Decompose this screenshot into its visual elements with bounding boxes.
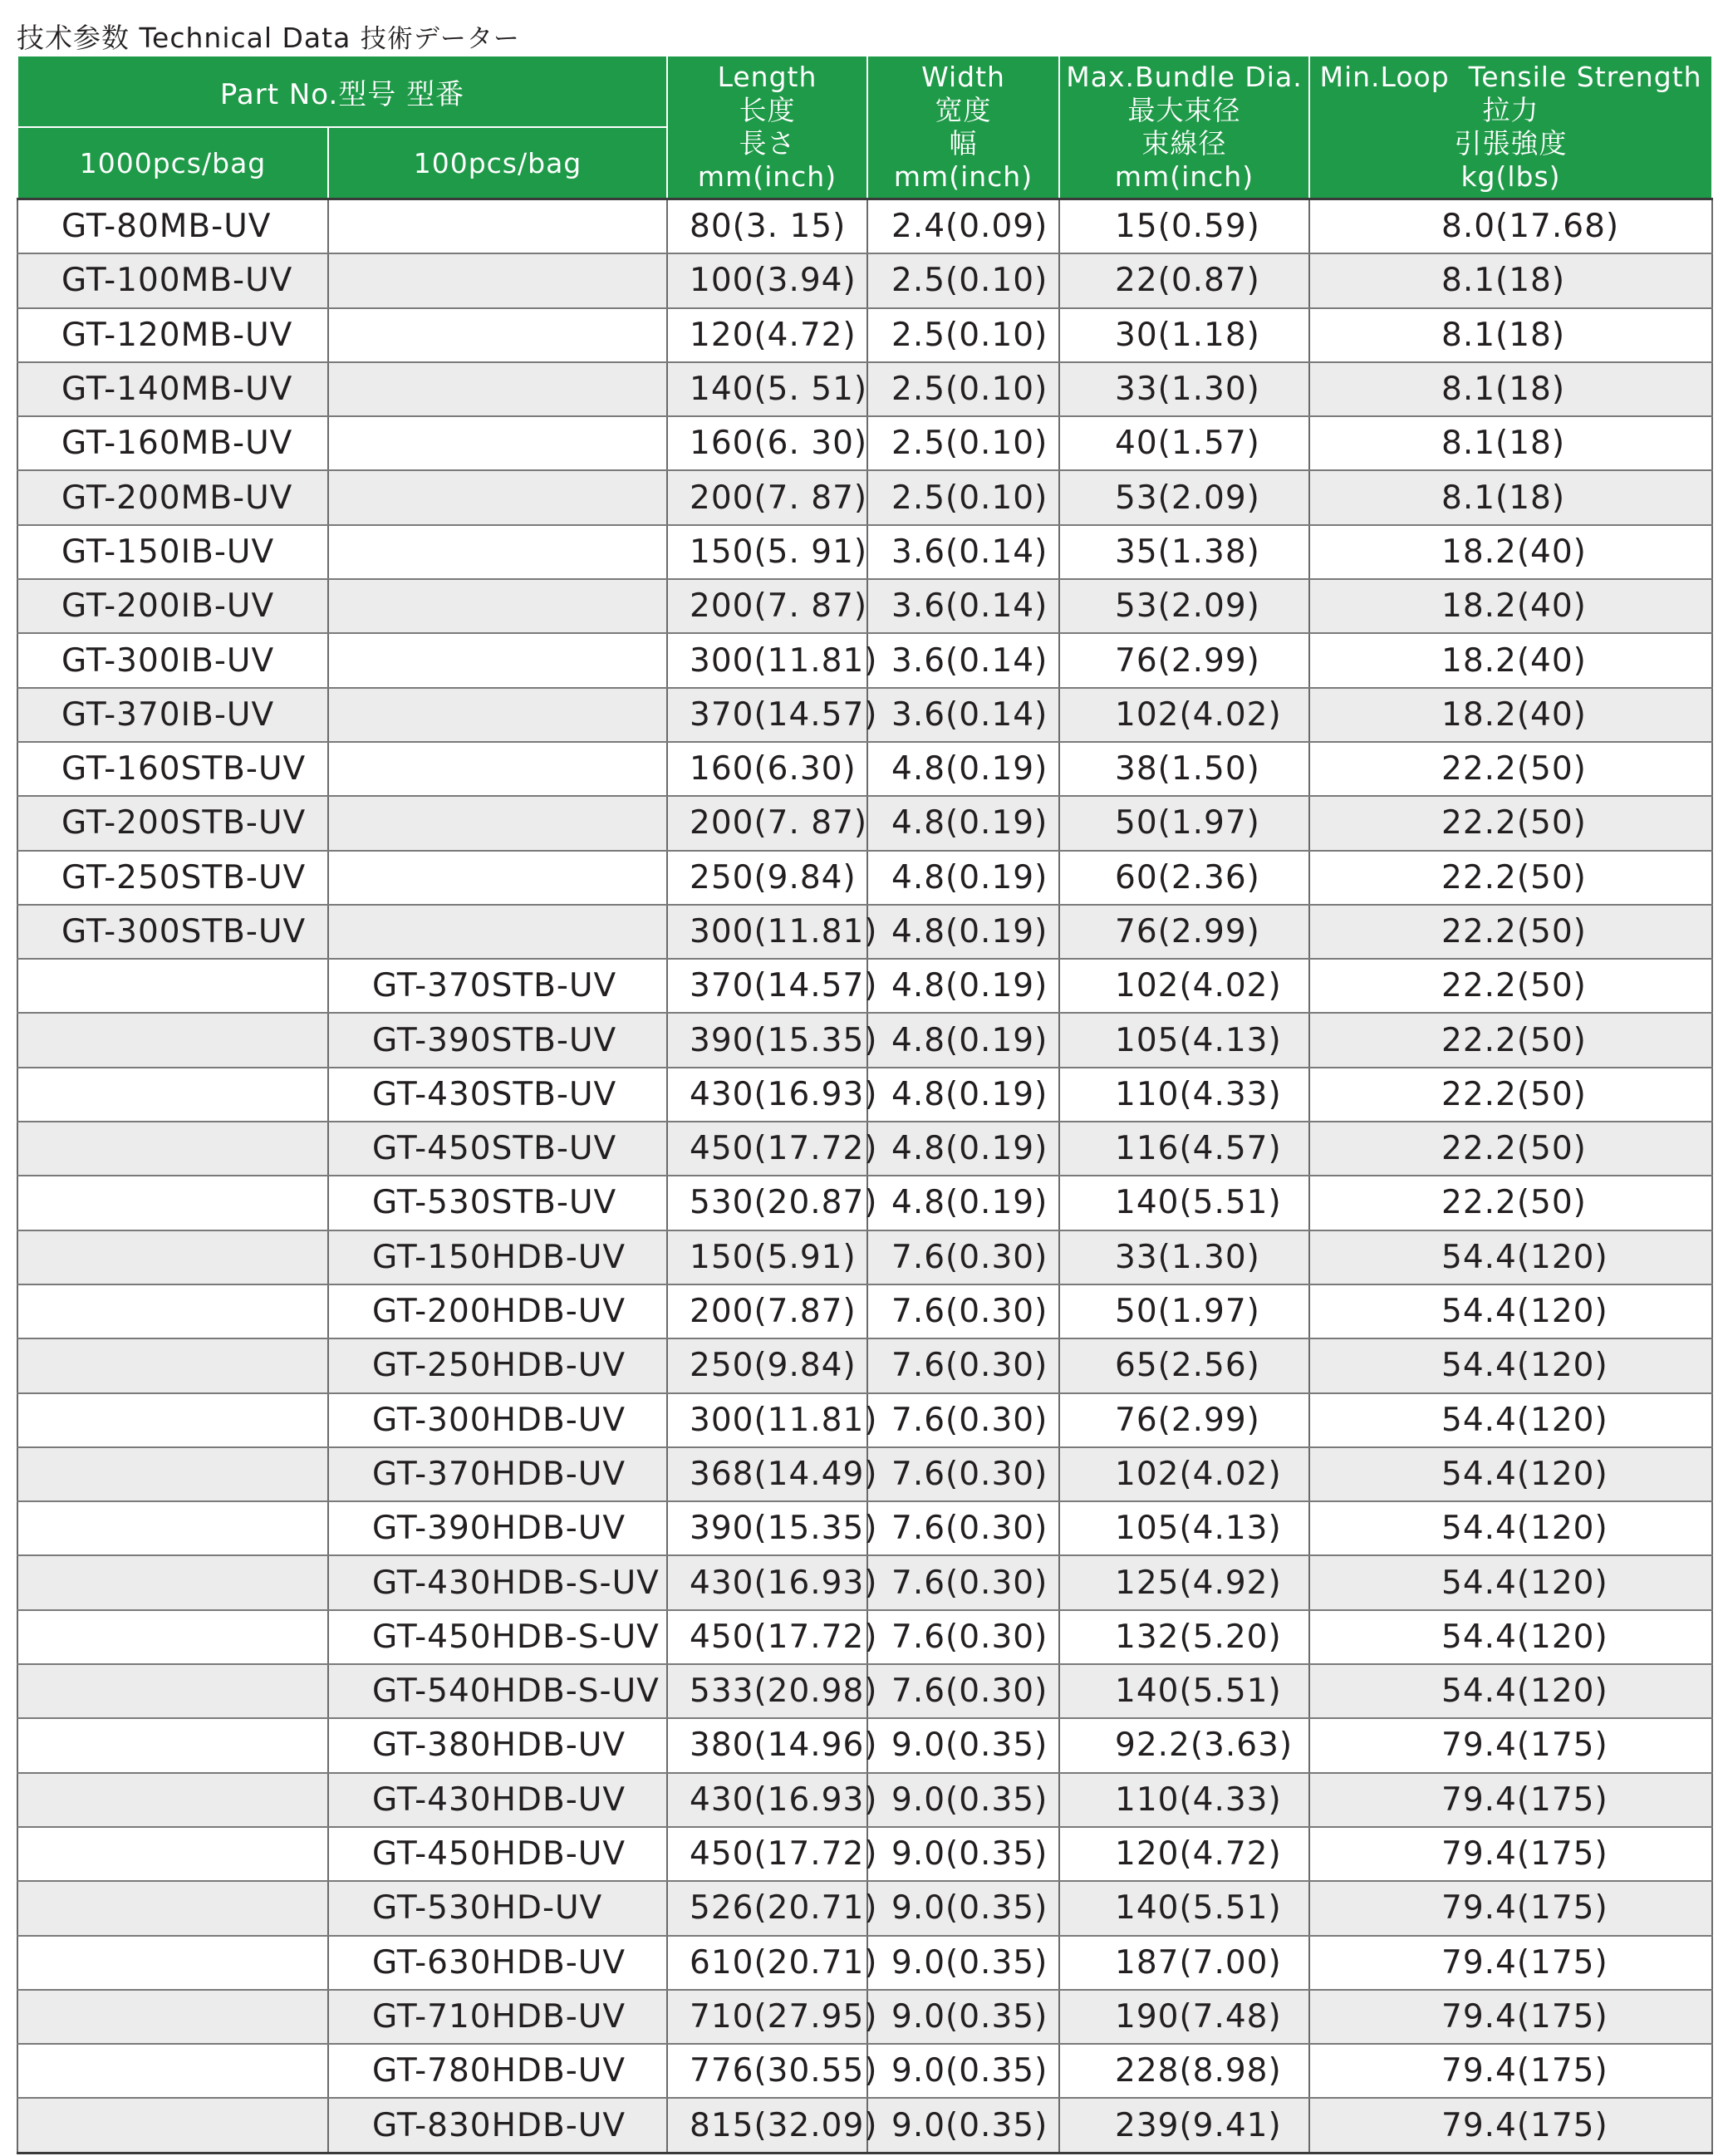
bundle-dia-cell: 239(9.41) xyxy=(1059,2098,1309,2153)
bundle-dia-cell: 102(4.02) xyxy=(1059,959,1309,1013)
width-cell: 4.8(0.19) xyxy=(867,1013,1059,1067)
tensile-cell: 22.2(50) xyxy=(1309,1176,1712,1230)
length-cell: 380(14.96) xyxy=(667,1718,867,1772)
part-no-100pcs: GT-450HDB-UV xyxy=(328,1827,667,1881)
bundle-dia-cell: 105(4.13) xyxy=(1059,1013,1309,1067)
tensile-cell: 79.4(175) xyxy=(1309,1827,1712,1881)
tensile-cell: 22.2(50) xyxy=(1309,959,1712,1013)
part-no-100pcs xyxy=(328,199,667,254)
part-no-1000pcs xyxy=(17,1230,328,1284)
bundle-dia-cell: 38(1.50) xyxy=(1059,742,1309,796)
part-no-100pcs: GT-390STB-UV xyxy=(328,1013,667,1067)
width-cell: 7.6(0.30) xyxy=(867,1555,1059,1609)
tensile-cell: 18.2(40) xyxy=(1309,579,1712,633)
part-no-100pcs: GT-530HD-UV xyxy=(328,1881,667,1935)
tensile-cell: 22.2(50) xyxy=(1309,1013,1712,1067)
header-width-unit: mm(inch) xyxy=(893,160,1033,193)
part-no-100pcs: GT-540HDB-S-UV xyxy=(328,1664,667,1718)
header-1000pcs-label: 1000pcs/bag xyxy=(79,146,267,179)
part-no-100pcs: GT-250HDB-UV xyxy=(328,1338,667,1392)
bundle-dia-cell: 65(2.56) xyxy=(1059,1338,1309,1392)
length-cell: 370(14.57) xyxy=(667,959,867,1013)
table-row xyxy=(17,1881,1712,1935)
tensile-cell: 79.4(175) xyxy=(1309,2044,1712,2098)
bundle-dia-cell: 76(2.99) xyxy=(1059,1393,1309,1447)
bundle-dia-cell: 132(5.20) xyxy=(1059,1610,1309,1664)
length-cell: 200(7.87) xyxy=(667,1284,867,1338)
part-no-100pcs: GT-390HDB-UV xyxy=(328,1501,667,1555)
table-row xyxy=(17,1284,1712,1338)
width-cell: 9.0(0.35) xyxy=(867,1773,1059,1827)
table-row xyxy=(17,1122,1712,1176)
bundle-dia-cell: 140(5.51) xyxy=(1059,1664,1309,1718)
length-cell: 200(7. 87) xyxy=(667,579,867,633)
length-cell: 160(6.30) xyxy=(667,742,867,796)
table-header xyxy=(17,56,1712,199)
part-no-1000pcs: GT-160MB-UV xyxy=(17,416,328,470)
bundle-dia-cell: 33(1.30) xyxy=(1059,362,1309,416)
part-no-1000pcs: GT-300STB-UV xyxy=(17,905,328,959)
length-cell: 450(17.72) xyxy=(667,1827,867,1881)
tensile-cell: 54.4(120) xyxy=(1309,1610,1712,1664)
bundle-dia-cell: 125(4.92) xyxy=(1059,1555,1309,1609)
width-cell: 2.5(0.10) xyxy=(867,253,1059,307)
width-cell: 3.6(0.14) xyxy=(867,688,1059,742)
tensile-cell: 54.4(120) xyxy=(1309,1284,1712,1338)
part-no-1000pcs: GT-200IB-UV xyxy=(17,579,328,633)
header-100pcs-label: 100pcs/bag xyxy=(413,146,582,179)
part-no-100pcs xyxy=(328,416,667,470)
part-no-100pcs: GT-430HDB-S-UV xyxy=(328,1555,667,1609)
tensile-cell: 8.1(18) xyxy=(1309,416,1712,470)
width-cell: 9.0(0.35) xyxy=(867,2044,1059,2098)
width-cell: 7.6(0.30) xyxy=(867,1501,1059,1555)
tensile-cell: 8.1(18) xyxy=(1309,308,1712,362)
header-tensile-cn: 拉力 xyxy=(1482,94,1539,126)
tensile-cell: 54.4(120) xyxy=(1309,1555,1712,1609)
length-cell: 390(15.35) xyxy=(667,1501,867,1555)
part-no-1000pcs xyxy=(17,959,328,1013)
part-no-1000pcs xyxy=(17,1013,328,1067)
part-no-100pcs: GT-300HDB-UV xyxy=(328,1393,667,1447)
part-no-100pcs xyxy=(328,796,667,850)
bundle-dia-cell: 53(2.09) xyxy=(1059,579,1309,633)
length-cell: 300(11.81) xyxy=(667,905,867,959)
part-no-100pcs xyxy=(328,633,667,687)
width-cell: 4.8(0.19) xyxy=(867,742,1059,796)
part-no-1000pcs xyxy=(17,1447,328,1501)
table-row xyxy=(17,851,1712,905)
header-tensile xyxy=(1309,56,1712,199)
part-no-1000pcs: GT-150IB-UV xyxy=(17,525,328,579)
width-cell: 9.0(0.35) xyxy=(867,1936,1059,1990)
part-no-100pcs: GT-430HDB-UV xyxy=(328,1773,667,1827)
table-row xyxy=(17,1773,1712,1827)
bundle-dia-cell: 140(5.51) xyxy=(1059,1881,1309,1935)
length-cell: 776(30.55) xyxy=(667,2044,867,2098)
part-no-100pcs xyxy=(328,308,667,362)
part-no-1000pcs xyxy=(17,1501,328,1555)
length-cell: 530(20.87) xyxy=(667,1176,867,1230)
table-row xyxy=(17,1013,1712,1067)
table-row xyxy=(17,308,1712,362)
part-no-1000pcs: GT-250STB-UV xyxy=(17,851,328,905)
part-no-1000pcs: GT-100MB-UV xyxy=(17,253,328,307)
part-no-1000pcs xyxy=(17,1773,328,1827)
header-width-en: Width xyxy=(921,61,1005,93)
part-no-1000pcs: GT-370IB-UV xyxy=(17,688,328,742)
bundle-dia-cell: 110(4.33) xyxy=(1059,1068,1309,1122)
part-no-1000pcs: GT-160STB-UV xyxy=(17,742,328,796)
tensile-cell: 22.2(50) xyxy=(1309,905,1712,959)
part-no-1000pcs xyxy=(17,2044,328,2098)
header-part-no xyxy=(17,56,667,127)
table-row xyxy=(17,253,1712,307)
bundle-dia-cell: 50(1.97) xyxy=(1059,1284,1309,1338)
part-no-100pcs: GT-380HDB-UV xyxy=(328,1718,667,1772)
part-no-100pcs xyxy=(328,470,667,524)
table-row xyxy=(17,2098,1712,2153)
length-cell: 368(14.49) xyxy=(667,1447,867,1501)
length-cell: 250(9.84) xyxy=(667,1338,867,1392)
table-row xyxy=(17,1338,1712,1392)
length-cell: 430(16.93) xyxy=(667,1555,867,1609)
length-cell: 533(20.98) xyxy=(667,1664,867,1718)
length-cell: 390(15.35) xyxy=(667,1013,867,1067)
table-row xyxy=(17,362,1712,416)
table-row xyxy=(17,905,1712,959)
width-cell: 7.6(0.30) xyxy=(867,1230,1059,1284)
width-cell: 9.0(0.35) xyxy=(867,1881,1059,1935)
header-length-jp: 長さ xyxy=(739,127,796,160)
header-width-cn: 宽度 xyxy=(935,94,992,126)
part-no-100pcs: GT-710HDB-UV xyxy=(328,1990,667,2044)
part-no-100pcs xyxy=(328,742,667,796)
tensile-cell: 79.4(175) xyxy=(1309,1936,1712,1990)
part-no-1000pcs: GT-140MB-UV xyxy=(17,362,328,416)
header-part-no-en: Part No. xyxy=(219,77,339,111)
table-row xyxy=(17,633,1712,687)
part-no-1000pcs xyxy=(17,1284,328,1338)
width-cell: 7.6(0.30) xyxy=(867,1610,1059,1664)
table-row xyxy=(17,1718,1712,1772)
part-no-1000pcs xyxy=(17,2098,328,2153)
tensile-cell: 54.4(120) xyxy=(1309,1230,1712,1284)
tensile-cell: 8.1(18) xyxy=(1309,470,1712,524)
part-no-100pcs xyxy=(328,905,667,959)
bundle-dia-cell: 35(1.38) xyxy=(1059,525,1309,579)
part-no-1000pcs xyxy=(17,1827,328,1881)
table-row xyxy=(17,579,1712,633)
table-row xyxy=(17,1230,1712,1284)
width-cell: 9.0(0.35) xyxy=(867,1990,1059,2044)
tensile-cell: 18.2(40) xyxy=(1309,525,1712,579)
width-cell: 3.6(0.14) xyxy=(867,525,1059,579)
part-no-1000pcs xyxy=(17,1176,328,1230)
tensile-cell: 22.2(50) xyxy=(1309,1122,1712,1176)
length-cell: 150(5.91) xyxy=(667,1230,867,1284)
header-length-en: Length xyxy=(717,61,817,93)
title-jp: 技術データー xyxy=(360,24,520,54)
tensile-cell: 79.4(175) xyxy=(1309,1990,1712,2044)
table-row xyxy=(17,1936,1712,1990)
length-cell: 160(6. 30) xyxy=(667,416,867,470)
part-no-100pcs xyxy=(328,688,667,742)
part-no-1000pcs xyxy=(17,1610,328,1664)
table-row xyxy=(17,416,1712,470)
bundle-dia-cell: 190(7.48) xyxy=(1059,1990,1309,2044)
table-row xyxy=(17,1827,1712,1881)
width-cell: 7.6(0.30) xyxy=(867,1447,1059,1501)
part-no-1000pcs xyxy=(17,1338,328,1392)
length-cell: 200(7. 87) xyxy=(667,470,867,524)
length-cell: 300(11.81) xyxy=(667,1393,867,1447)
tensile-cell: 54.4(120) xyxy=(1309,1501,1712,1555)
bundle-dia-cell: 102(4.02) xyxy=(1059,688,1309,742)
width-cell: 7.6(0.30) xyxy=(867,1284,1059,1338)
header-tensile-unit: kg(lbs) xyxy=(1460,160,1561,193)
table-row xyxy=(17,959,1712,1013)
title-cn: 技术参数 xyxy=(17,22,130,54)
width-cell: 2.5(0.10) xyxy=(867,470,1059,524)
length-cell: 450(17.72) xyxy=(667,1122,867,1176)
header-1000pcs xyxy=(17,127,328,199)
table-row xyxy=(17,1501,1712,1555)
part-no-1000pcs: GT-200STB-UV xyxy=(17,796,328,850)
bundle-dia-cell: 76(2.99) xyxy=(1059,905,1309,959)
bundle-dia-cell: 50(1.97) xyxy=(1059,796,1309,850)
table-row xyxy=(17,742,1712,796)
part-no-1000pcs: GT-120MB-UV xyxy=(17,308,328,362)
bundle-dia-cell: 92.2(3.63) xyxy=(1059,1718,1309,1772)
table-row xyxy=(17,2044,1712,2098)
tensile-cell: 54.4(120) xyxy=(1309,1664,1712,1718)
width-cell: 9.0(0.35) xyxy=(867,1827,1059,1881)
bundle-dia-cell: 76(2.99) xyxy=(1059,633,1309,687)
bundle-dia-cell: 30(1.18) xyxy=(1059,308,1309,362)
header-length-cn: 长度 xyxy=(739,94,796,126)
table-row xyxy=(17,688,1712,742)
bundle-dia-cell: 140(5.51) xyxy=(1059,1176,1309,1230)
bundle-dia-cell: 105(4.13) xyxy=(1059,1501,1309,1555)
part-no-1000pcs xyxy=(17,1718,328,1772)
width-cell: 4.8(0.19) xyxy=(867,1068,1059,1122)
header-bundle-en: Max.Bundle Dia. xyxy=(1066,61,1303,93)
title-en: Technical Data xyxy=(139,22,351,54)
part-no-1000pcs xyxy=(17,1393,328,1447)
table-row xyxy=(17,1555,1712,1609)
length-cell: 80(3. 15) xyxy=(667,199,867,254)
bundle-dia-cell: 228(8.98) xyxy=(1059,2044,1309,2098)
header-part-no-jp: 型番 xyxy=(406,77,465,111)
bundle-dia-cell: 116(4.57) xyxy=(1059,1122,1309,1176)
bundle-dia-cell: 60(2.36) xyxy=(1059,851,1309,905)
width-cell: 2.5(0.10) xyxy=(867,308,1059,362)
header-bundle-unit: mm(inch) xyxy=(1114,160,1254,193)
table-row xyxy=(17,525,1712,579)
header-width xyxy=(867,56,1059,199)
part-no-1000pcs: GT-200MB-UV xyxy=(17,470,328,524)
width-cell: 2.4(0.09) xyxy=(867,199,1059,254)
part-no-100pcs: GT-200HDB-UV xyxy=(328,1284,667,1338)
header-bundle-dia xyxy=(1059,56,1309,199)
width-cell: 9.0(0.35) xyxy=(867,2098,1059,2153)
header-width-jp: 幅 xyxy=(949,127,978,160)
width-cell: 4.8(0.19) xyxy=(867,851,1059,905)
header-bundle-cn: 最大束径 xyxy=(1127,94,1241,126)
technical-data-table xyxy=(17,55,1713,2154)
part-no-1000pcs xyxy=(17,1664,328,1718)
bundle-dia-cell: 102(4.02) xyxy=(1059,1447,1309,1501)
part-no-100pcs: GT-530STB-UV xyxy=(328,1176,667,1230)
part-no-100pcs: GT-780HDB-UV xyxy=(328,2044,667,2098)
length-cell: 610(20.71) xyxy=(667,1936,867,1990)
tensile-cell: 18.2(40) xyxy=(1309,633,1712,687)
part-no-100pcs: GT-370HDB-UV xyxy=(328,1447,667,1501)
part-no-100pcs xyxy=(328,253,667,307)
part-no-100pcs: GT-450STB-UV xyxy=(328,1122,667,1176)
part-no-100pcs: GT-830HDB-UV xyxy=(328,2098,667,2153)
tensile-cell: 8.1(18) xyxy=(1309,362,1712,416)
tensile-cell: 8.0(17.68) xyxy=(1309,199,1712,254)
bundle-dia-cell: 40(1.57) xyxy=(1059,416,1309,470)
width-cell: 3.6(0.14) xyxy=(867,579,1059,633)
part-no-1000pcs: GT-300IB-UV xyxy=(17,633,328,687)
part-no-1000pcs xyxy=(17,1068,328,1122)
tensile-cell: 22.2(50) xyxy=(1309,1068,1712,1122)
header-tensile-en: Min.Loop Tensile Strength xyxy=(1319,61,1702,93)
part-no-100pcs xyxy=(328,579,667,633)
part-no-1000pcs xyxy=(17,1990,328,2044)
header-tensile-jp: 引張強度 xyxy=(1454,127,1568,160)
part-no-100pcs: GT-450HDB-S-UV xyxy=(328,1610,667,1664)
tensile-cell: 22.2(50) xyxy=(1309,851,1712,905)
bundle-dia-cell: 187(7.00) xyxy=(1059,1936,1309,1990)
length-cell: 430(16.93) xyxy=(667,1068,867,1122)
table-row xyxy=(17,1176,1712,1230)
tensile-cell: 79.4(175) xyxy=(1309,1773,1712,1827)
tensile-cell: 54.4(120) xyxy=(1309,1447,1712,1501)
header-length xyxy=(667,56,867,199)
table-row xyxy=(17,470,1712,524)
width-cell: 7.6(0.30) xyxy=(867,1393,1059,1447)
length-cell: 710(27.95) xyxy=(667,1990,867,2044)
tensile-cell: 22.2(50) xyxy=(1309,742,1712,796)
part-no-100pcs: GT-150HDB-UV xyxy=(328,1230,667,1284)
tensile-cell: 22.2(50) xyxy=(1309,796,1712,850)
width-cell: 7.6(0.30) xyxy=(867,1338,1059,1392)
width-cell: 9.0(0.35) xyxy=(867,1718,1059,1772)
part-no-100pcs xyxy=(328,525,667,579)
table-row xyxy=(17,1610,1712,1664)
length-cell: 150(5. 91) xyxy=(667,525,867,579)
tensile-cell: 8.1(18) xyxy=(1309,253,1712,307)
table-row xyxy=(17,1990,1712,2044)
width-cell: 4.8(0.19) xyxy=(867,1176,1059,1230)
width-cell: 4.8(0.19) xyxy=(867,796,1059,850)
bundle-dia-cell: 22(0.87) xyxy=(1059,253,1309,307)
length-cell: 370(14.57) xyxy=(667,688,867,742)
part-no-1000pcs xyxy=(17,1936,328,1990)
table-row xyxy=(17,1664,1712,1718)
tensile-cell: 18.2(40) xyxy=(1309,688,1712,742)
bundle-dia-cell: 120(4.72) xyxy=(1059,1827,1309,1881)
part-no-100pcs xyxy=(328,851,667,905)
length-cell: 140(5. 51) xyxy=(667,362,867,416)
width-cell: 3.6(0.14) xyxy=(867,633,1059,687)
header-length-unit: mm(inch) xyxy=(697,160,837,193)
length-cell: 100(3.94) xyxy=(667,253,867,307)
tensile-cell: 79.4(175) xyxy=(1309,1718,1712,1772)
length-cell: 300(11.81) xyxy=(667,633,867,687)
bundle-dia-cell: 110(4.33) xyxy=(1059,1773,1309,1827)
part-no-1000pcs xyxy=(17,1555,328,1609)
length-cell: 450(17.72) xyxy=(667,1610,867,1664)
part-no-100pcs: GT-630HDB-UV xyxy=(328,1936,667,1990)
width-cell: 4.8(0.19) xyxy=(867,959,1059,1013)
bundle-dia-cell: 53(2.09) xyxy=(1059,470,1309,524)
width-cell: 7.6(0.30) xyxy=(867,1664,1059,1718)
width-cell: 2.5(0.10) xyxy=(867,362,1059,416)
header-bundle-jp: 束線径 xyxy=(1141,127,1227,160)
part-no-100pcs: GT-430STB-UV xyxy=(328,1068,667,1122)
table-body xyxy=(17,199,1712,2154)
length-cell: 200(7. 87) xyxy=(667,796,867,850)
part-no-1000pcs xyxy=(17,1122,328,1176)
part-no-1000pcs: GT-80MB-UV xyxy=(17,199,328,254)
part-no-1000pcs xyxy=(17,1881,328,1935)
bundle-dia-cell: 15(0.59) xyxy=(1059,199,1309,254)
length-cell: 430(16.93) xyxy=(667,1773,867,1827)
length-cell: 120(4.72) xyxy=(667,308,867,362)
length-cell: 526(20.71) xyxy=(667,1881,867,1935)
table-row xyxy=(17,1447,1712,1501)
length-cell: 815(32.09) xyxy=(667,2098,867,2153)
part-no-100pcs: GT-370STB-UV xyxy=(328,959,667,1013)
table-row xyxy=(17,796,1712,850)
table-row xyxy=(17,1393,1712,1447)
tensile-cell: 79.4(175) xyxy=(1309,2098,1712,2153)
header-part-no-cn: 型号 xyxy=(338,77,397,111)
width-cell: 2.5(0.10) xyxy=(867,416,1059,470)
table-row xyxy=(17,199,1712,254)
part-no-100pcs xyxy=(328,362,667,416)
bundle-dia-cell: 33(1.30) xyxy=(1059,1230,1309,1284)
header-100pcs xyxy=(328,127,667,199)
table-row xyxy=(17,1068,1712,1122)
tensile-cell: 79.4(175) xyxy=(1309,1881,1712,1935)
length-cell: 250(9.84) xyxy=(667,851,867,905)
tensile-cell: 54.4(120) xyxy=(1309,1338,1712,1392)
width-cell: 4.8(0.19) xyxy=(867,1122,1059,1176)
tensile-cell: 54.4(120) xyxy=(1309,1393,1712,1447)
width-cell: 4.8(0.19) xyxy=(867,905,1059,959)
